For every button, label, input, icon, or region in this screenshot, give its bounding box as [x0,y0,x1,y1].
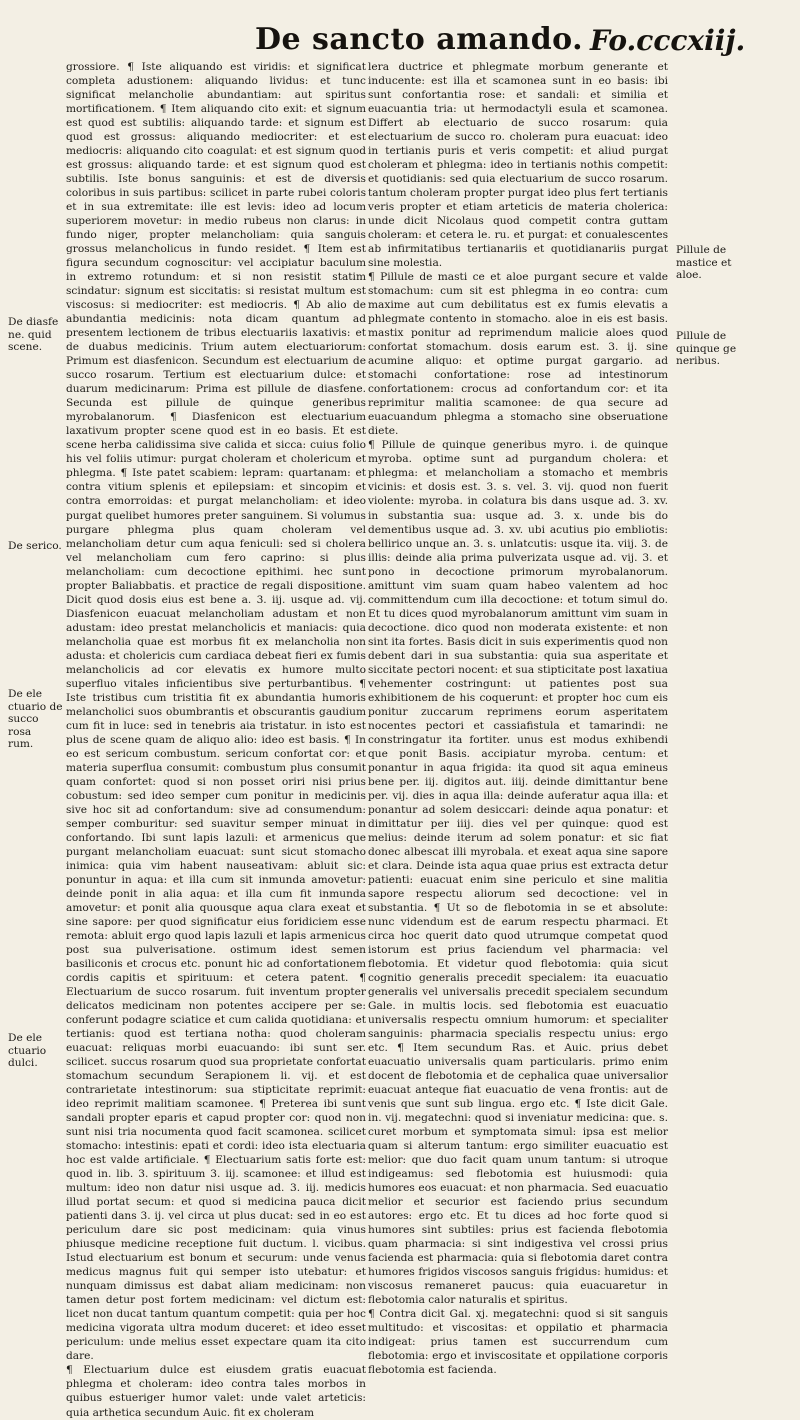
folio-number: Fo.cccxiij. [590,24,746,57]
margin-note-succo-rosarum: De ele ctuario de succo rosa rum. [8,688,63,751]
right-paragraph-4: ¶ Contra dicit Gal. xj. megatechni: quod si sit sanguis multitudo: et viscositas: et oppilatio et pharmacia indigeat: prius tamen est succurrendum cum flebotomia: ergo et inviscositate et oppilatione corporis flebotomia est facienda. [368,1308,668,1377]
right-paragraph-1: lera ductrice et phlegmate morbum generante et inducente: est illa et scamonea sunt in eo basis: ibi sunt confortantia rose: et sandali: et similia et euacuantia tria: ut hermodactyli esula et scamonea. Differt ab electuario de succo rosarum: quia electuarium de succo ro. choleram pura euacuat: ideo in tertianis puris et veris competit: et aliud purgat choleram et phlegma: ideo in tertianis nothis competit: et quotidianis: sed quia electuarium de succo rosarum. tantum choleram propter purgat ideo plus fert tertianis veris propter et etiam arteticis de materia cholerica: unde dicit Nicolaus quod competit contra guttam choleram: et cetera le. ru. et purgat: et conualescentes ab infirmitatibus tertianariis et quotidianariis purgat sine molestia. [368,61,668,270]
page-header [0,10,800,60]
right-paragraph-3: ¶ Pillule de quinque generibus myro. i. de quinque myroba. optime sunt ad purgandum cholera: et phlegma: et melancholiam a stomacho et membris vicinis: et dosis est. 3. s. vel. 3. vij. quod non fuerit violente: myroba. in colatura bis dans usque ad. 3. xv. in substantia sua: usque ad. 3. x. unde bis do dementibus usque ad. 3. xv. ubi acutius pio embliotis: bellirico unque an. 3. s. unlatcutis: usque ita. viij. 3. de illis: deinde alia prima pulverizata usque ad. vij. 3. et pono in decoctione primorum myrobalanorum. amittunt vim suam quam habeo valentem ad hoc committendum cum illa decoctione: et totum simul do. Et tu dices quod myrobalanorum amittunt vim suam in decoctione. dico quod non moderata existente: et non sint ita fortes. Basis dicit in suis experimentis quod non debent dari in sua substantia: quia sua asperitate et siccitate pectori nocent: et sua stipticitate post laxatiua vehementer costringunt: ut patientes post sua exhibitionem de his coquerunt: et propter hoc cum eis ponitur zuccarum reprimens eorum asperitatem nocentes pectori et cassiafistula et tamarindi: ne constringatur ita fortiter. unus est modus exhibendi que ponit Basis. accipiatur myroba. centum: et ponantur in aqua frigida: ita quod sit aqua emineus bene per. iij. digitos aut. iiij. deinde dimittantur bene per. vij. dies in aqua illa: deinde auferatur aqua illa: et ponantur ad solem desiccari: deinde aqua ponatur: et dimittatur per iiij. dies vel per quinque: quod est melius: deinde iterum ad solem ponatur: et sic fiat donec albescat illi myrobala. et exeat aqua sine sapore et clara. Deinde ista aqua quae prius est extracta detur patienti: euacuat enim sine periculo et sine malitia sapore respectu aliorum sed decoctione: vel in substantia. ¶ Ut so de flebotomia in se et absolute: nunc videndum est de earum respectu pharmaci. Et circa hoc querit dato quod utrumque competat quod istorum est prius faciendum vel pharmacia: vel flebotomia. Et videtur quod flebotomia: quia sicut cognitio generalis precedit specialem: ita euacuatio generalis vel universalis precedit specialem secundum Gale. in multis locis. sed flebotomia est euacuatio universalis respectu omnium humorum: et specialiter sanguinis: pharmacia specialis respectu unius: ergo etc. ¶ Item secundum Ras. et Auic. prius debet euacuatio universalis quam particularis. primo enim docent de flebotomia et de cephalica quae universalior euacuat anteque fiat euacuatio de vena frontis: aut de venis que sunt sub lingua. ergo etc. ¶ Iste dicit Gale. in. vij. megatechni: quod si inveniatur medicina: que. s. curet morbum et symptomata simul: ipsa est melior quam si alterum tantum: ergo similiter euacuatio est melior: que duo facit quam unum tantum: si utroque indigeamus: sed flebotomia est huiusmodi: quia humores eos euacuat: et non pharmacia. Sed euacuatio melior et securior est faciendo prius secundum autores: ergo etc. Et tu dices ad hoc forte quod si humores sint subtiles: prius est facienda flebotomia quam pharmacia: si sint indigestiva vel crossi prius facienda est pharmacia: quia si flebotomia daret contra humores frigidos viscosos sanguis frigidus: humidus: et viscosus remaneret paucus: quia euacuaretur in flebotomia calor naturalis et spiritus. [368,439,668,1307]
margin-note-pillule-quinque: Pillule de quinque ge neribus. [676,330,737,368]
left-column [66,60,366,1419]
running-title: De sancto amando. [255,22,584,57]
left-paragraph-1: grossiore. ¶ Iste aliquando est viridis: et significat completa adustionem: aliquando lividus: et tunc significat melancholie abundantiam: aut spiritus mortificationem. ¶ Item aliquando cito exit: et signum est quod est subtilis: aliquando tarde: et signum est quod est grossus: aliquando mediocriter: et est mediocris: aliquando cito coagulat: et est signum quod est grossus: aliquando tarde: et est signum quod est subtilis. Iste bonus sanguinis: et est de diversis coloribus in suis partibus: scilicet in parte rubei coloris et in sua extremitate: ille est levis: ideo ad locum superiorem movetur: in medio rubeus non clarus: in fundo niger, propter melancholiam: quia sanguis grossus melancholicus in fundo residet. ¶ Item est figura secundum cognoscitur: vel accipiatur baculum in extremo rotundum: et si non resistit statim scindatur: signum est siccitatis: si resistat multum est viscosus: si mediocriter: est mediocris. ¶ Ab alio de abundantia medicinis: nota dicam quantum ad presentem lectionem de tribus electuariis laxativis: et de duabus medicinis. Trium autem electuariorum: Primum est diasfenicon. Secundum est electuarium de succo rosarum. Tertium est electuarium dulce: et duarum medicinarum: Prima est pillule de diasfene. Secunda est pillule de quinque generibus myrobalanorum. ¶ Diasfenicon est electuarium laxativum propter scene quod est in eo basis. Et est scene herba calidissima sive calida et sicca: cuius folio his vel foliis utimur: purgat choleram et cholericum et phlegma. ¶ Iste patet scabiem: lepram: quartanam: et contra vitium splenis et epilepsiam: et sincopim et contra emorroidas: et purgat melancholiam: et ideo purgat quelibet humores preter sanguinem. Si volumus purgare phlegma plus quam choleram vel melancholiam detur cum aqua feniculi: sed si cholera vel melancholiam cum fero caprino: si plus melancholiam: cum decoctione epithimi. hec sunt propter Baliabbatis. et practice de regali dispositione. Dicit quod dosis eius est bene a. 3. iij. usque ad. vij. Diasfenicon euacuat melancholiam adustam et non adustam: ideo prestat melancholicis et maniacis: quia melancholia quae est morbus fit ex melancholia non adusta: et cholericis cum cardiaca debeat fieri ex fumis melancholicis ad cor elevatis ex humore multo superfluo vitales inficientibus sive perturbantibus. ¶ Iste tristibus cum tristitia fit ex abundantia humoris melancholici suos obumbrantis et obscurantis gaudium cum fit in luce: sed in tenebris aia tristatur. in isto est plus de scene quam de aliquo alio: ideo est basis. ¶ In eo est sericum combustum. sericum confortat cor: et materia superflua consumit: combustum plus consumit quam confortet: quod si non posset oriri nisi prius cobustum: sed ideo semper cum ponitur in medicinis sive hoc sit ad confortandum: sive ad consumendum: semper comburitur: sed suavitur semper minuat in confortando. Ibi sunt lapis lazuli: et armenicus que purgant melancholiam euacuat: sunt sicut stomacho inimica: quia vim habent nauseativam: abluit sic: ponuntur in aqua: et illa cum sit inmunda amovetur: deinde ponit in alia aqua: et illa cum fit inmunda amovetur: et ponit alia quousque aqua clara exeat et sine sapore: per quod significatur eius foridiciem esse remota: abluit ergo quod lapis lazuli et lapis armenicus post sua pulverisatione. ostimum idest semen basiliconis et crocus etc. ponunt hic ad confortationem cordis capitis et spirituum: et cetera patent. ¶ Electuarium de succo rosarum. fuit inventum propter delicatos medicinam non potentes accipere per se: conferunt podagre sciatice et cum calida quotidiana: et tertianis: quod est tertiana notha: quod choleram euacuat: reliquas morbi euacuando: ibi sunt ser. scilicet. succus rosarum quod sua proprietate confortat stomachum secundum Serapionem li. vij. et est contrarietate intestinorum: sua stipticitate reprimit: ideo reprimit malitiam scamonee. ¶ Preterea ibi sunt sandali propter eparis et capud propter cor: quod non sunt nisi tria nocumenta quod facit scamonea. scilicet stomacho: intestinis: epati et cordi: ideo ista electuaria hoc est valde artificiale. ¶ Electuarium satis forte est: quod in. lib. 3. spirituum 3. iij. scamonee: et illud est multum: ideo non datur nisi usque ad. 3. iij. medicis illud portat secum: et quod si medicina pauca dicit patienti dans 3. ij. vel circa ut plus ducat: sed in eo est periculum dare sic post medicinam: quia vinus phiusque medicine receptione fuit ductum. l. vicibus. Istud electuarium est bonum et securum: unde venus medicus magnus fuit qui semper isto utebatur: et nunquam dimissus est dabat aliam medicinam: non tamen detur post fortem medicinam: vel dictum est: licet non ducat tantum quantum competit: quia per hoc medicina vigorata ultra modum duceret: et ideo esset periculum: unde melius esset expectare quam ita cito dare. [66,61,366,1363]
margin-note-electuario-dulci: De ele ctuario dulci. [8,1032,47,1070]
margin-note-pillule-mastice: Pillule de mastice et aloe. [676,244,732,282]
right-column [368,60,668,1377]
left-paragraph-2: ¶ Electuarium dulce est eiusdem gratis euacuat phlegma et choleram: ideo contra tales morbos in quibus estueriger humor valet: unde valet arteticis: quia arthetica secundum Auic. fit ex choleram [66,1364,366,1419]
right-paragraph-2: ¶ Pillule de masti ce et aloe purgant secure et valde stomachum: cum sit est phlegma in eo contra: cum maxime aut cum debilitatus est ex fumis elevatis a phlegmate contento in stomacho. aloe in eis est basis. mastix ponitur ad reprimendum malicie aloes quod confortat stomachum. dosis earum est. 3. ij. sine acumine aliquo: et optime purgat gargario. ad stomachi confortatione: rose ad intestinorum confortationem: crocus ad confortandum cor: et ita reprimitur malitia scamonee: de qua secure ad euacuandum phlegma a stomacho sine obseruatione diete. [368,271,668,438]
margin-note-diasfenicon: De diasfe ne. quid scene. [8,316,59,354]
margin-note-serico: De serico. [8,540,62,552]
